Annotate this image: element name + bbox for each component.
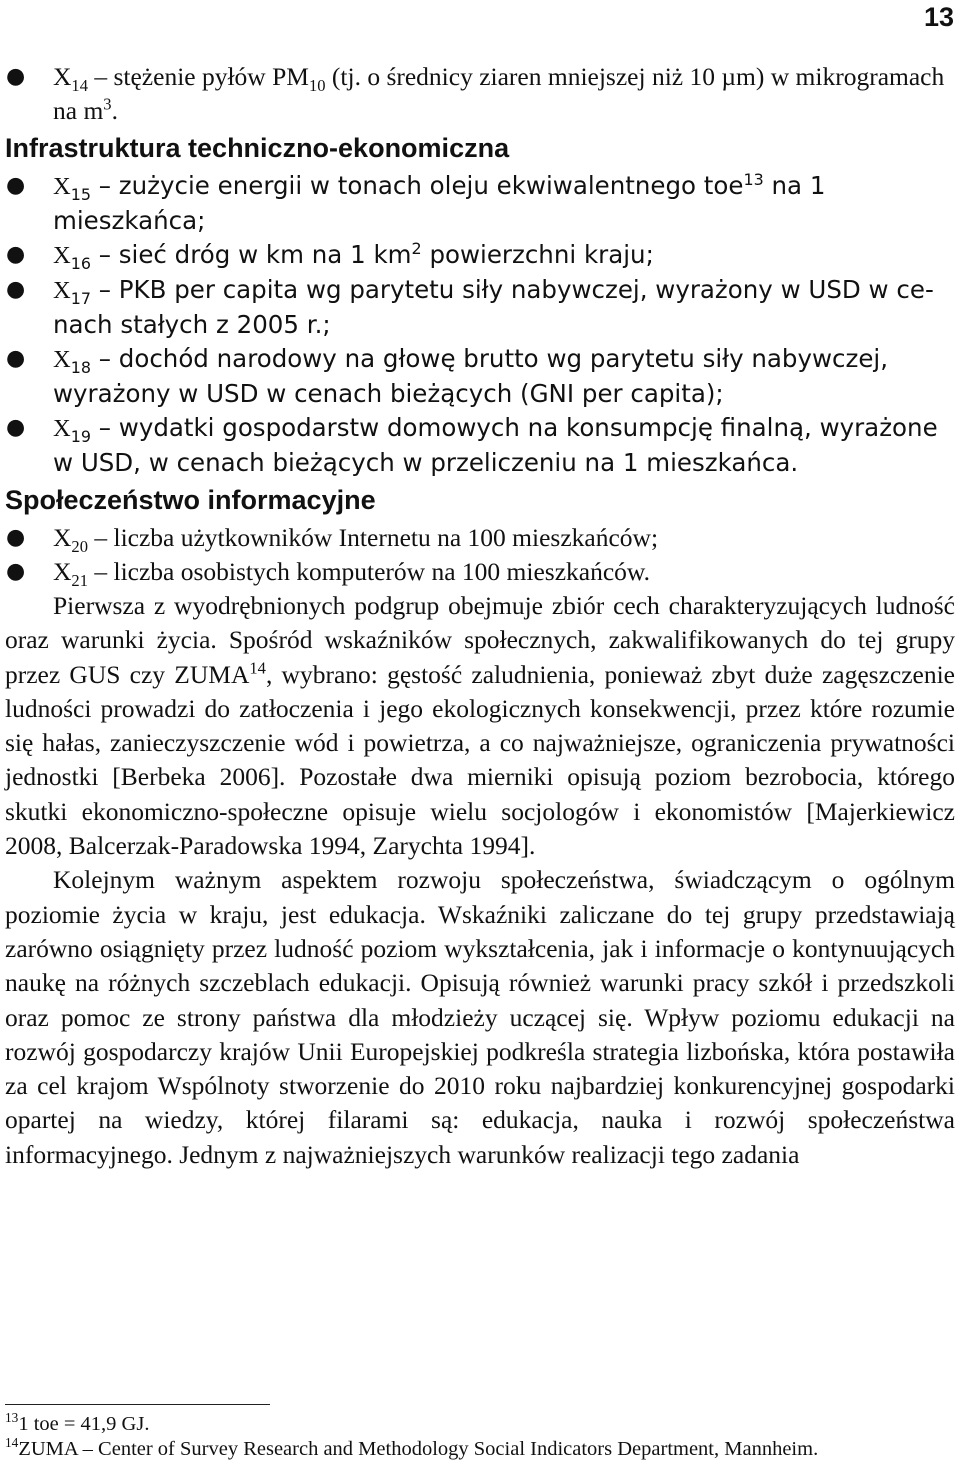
section-heading: Społeczeństwo informacyjne <box>5 485 376 515</box>
list-item-text: – dochód narodowy na głowę brutto wg parytetu siły nabywczej, wyrażony w USD w cenach bieżących (GNI per capita); <box>53 344 889 408</box>
variable-subscript: 18 <box>70 357 91 377</box>
variable-subscript: 17 <box>70 288 91 308</box>
variable-subscript: 16 <box>70 253 91 273</box>
list-item-text: (tj. o średnicy ziaren mniejszej niż 10 µm) w mikrogramach na m <box>53 62 945 125</box>
footnotes <box>5 1412 955 1461</box>
footnote-text: 1 toe = 41,9 GJ. <box>18 1413 150 1435</box>
variable-subscript: 21 <box>71 571 88 591</box>
variable-symbol: X <box>53 62 72 91</box>
list-item <box>5 273 955 342</box>
bullet-icon: ● <box>6 346 26 371</box>
bullet-icon: ● <box>6 277 26 302</box>
list-item-text: – stężenie pyłów PM <box>87 62 309 91</box>
list-item <box>5 411 955 480</box>
bullet-icon: ● <box>6 559 26 584</box>
list-item-text: powierzchni kraju; <box>421 240 654 269</box>
variable-symbol: X <box>53 277 71 304</box>
footnote-divider <box>5 1404 270 1405</box>
list-item-text: . <box>111 96 118 125</box>
variable-subscript: 15 <box>70 184 91 204</box>
pm-subscript: 10 <box>308 76 326 96</box>
list-item <box>5 555 955 589</box>
variable-symbol: X <box>53 557 72 586</box>
page-number: 13 <box>923 2 954 32</box>
list-item-text: na 1 mieszkańca; <box>53 171 826 235</box>
bullet-icon: ● <box>6 242 26 267</box>
bullet-icon: ● <box>6 415 26 440</box>
body-paragraph <box>5 589 955 863</box>
list-item <box>5 342 955 411</box>
list-item-text: – wydatki gospodarstw domowych na konsumpcję finalną, wyrażone w USD, w cenach bieżących w przeliczeniu na 1 mieszkańca. <box>53 413 938 477</box>
list-item-text: – sieć dróg w km na 1 km <box>90 240 412 269</box>
variable-symbol: X <box>53 415 71 442</box>
body-paragraph: Kolejnym ważnym aspektem rozwoju społeczeństwa, świadczącym o ogólnym poziomie życia w kraju, jest edukacja. Wskaźniki zaliczane do tej grupy przedstawiają zarówno osiągnięty przez ludność poziom wykształcenia, jak i informacje o kontynuujących naukę na różnych szczeblach edukacji. Opisują również warunki pracy szkół i przedszkoli oraz pomoc ze strony państwa dla młodzieży uczącej się. Wpływ poziomu edukacji na rozwój gospodarczy krajów Unii Europejskiej podkreśla strategia lizbońska, która postawiła za cel krajom Wspólnoty stworzenie do 2010 roku najbardziej konkurencyjnej gospodarki opartej na wiedzy, której filarami są: edukacja, nauka i rozwój społeczeństwa informacyjnego. Jednym z najważniejszych warunków realizacji tego zadania <box>5 865 955 1169</box>
footnote-ref: 14 <box>249 658 266 678</box>
bullet-icon: ● <box>6 64 26 89</box>
footnote-text: ZUMA – Center of Survey Research and Methodology Social Indicators Department, Mannheim. <box>18 1437 819 1460</box>
bullet-icon: ● <box>6 173 26 198</box>
section-heading: Infrastruktura techniczno-ekonomiczna <box>5 133 510 163</box>
unit-superscript: 2 <box>411 238 422 258</box>
list-item <box>5 169 955 238</box>
bullet-icon: ● <box>6 525 26 550</box>
variable-symbol: X <box>53 523 72 552</box>
footnote-number: 13 <box>5 1410 19 1426</box>
footnote <box>5 1412 955 1437</box>
page-body <box>5 60 955 1172</box>
variable-subscript: 14 <box>71 76 88 96</box>
list-item-text: – PKB per capita wg parytetu siły nabywczej, wyrażony w USD w cenach stałych z 2005 r.; <box>53 275 934 339</box>
variable-symbol: X <box>53 346 71 373</box>
paragraph-text: Pierwsza z wyodrębnionych podgrup obejmuje zbiór cech charakteryzujących ludność oraz warunki życia. Spośród wskaźników społecznych, zakwalifikowanych do tej grupy przez GUS czy ZUMA <box>5 591 955 689</box>
list-item-text: – zużycie energii w tonach oleju ekwiwalentnego toe <box>90 171 744 200</box>
variable-subscript: 19 <box>70 426 91 446</box>
variable-symbol: X <box>53 242 71 269</box>
list-item <box>5 521 955 555</box>
footnote-number: 14 <box>5 1434 19 1450</box>
paragraph-text: , wybrano: gęstość zaludnienia, ponieważ zbyt duże zagęszczenie ludności prowadzi do zatłoczenia i jego ekologicznych konsekwencji, przez które rozumie się hałas, zanieczyszczenie wód i powietrza, a co najważniejsze, ograniczenia prywatności jednostki [Berbeka 2006]. Pozostałe dwa mierniki opisują poziom bezrobocia, którego skutki ekonomiczno-społeczne opisuje wielu socjologów i ekonomistów [Majerkiewicz 2008, Balcerzak-Paradowska 1994, Zarychta 1994]. <box>5 659 955 861</box>
list-item-text: – liczba użytkowników Internetu na 100 mieszkańców; <box>87 523 659 552</box>
list-item <box>5 60 955 128</box>
variable-subscript: 20 <box>71 537 88 557</box>
list-item-text: – liczba osobistych komputerów na 100 mieszkańców. <box>87 557 651 586</box>
footnote <box>5 1434 955 1462</box>
unit-superscript: 3 <box>103 94 112 114</box>
list-item <box>5 238 955 273</box>
footnote-ref: 13 <box>743 169 764 189</box>
variable-symbol: X <box>53 173 71 200</box>
